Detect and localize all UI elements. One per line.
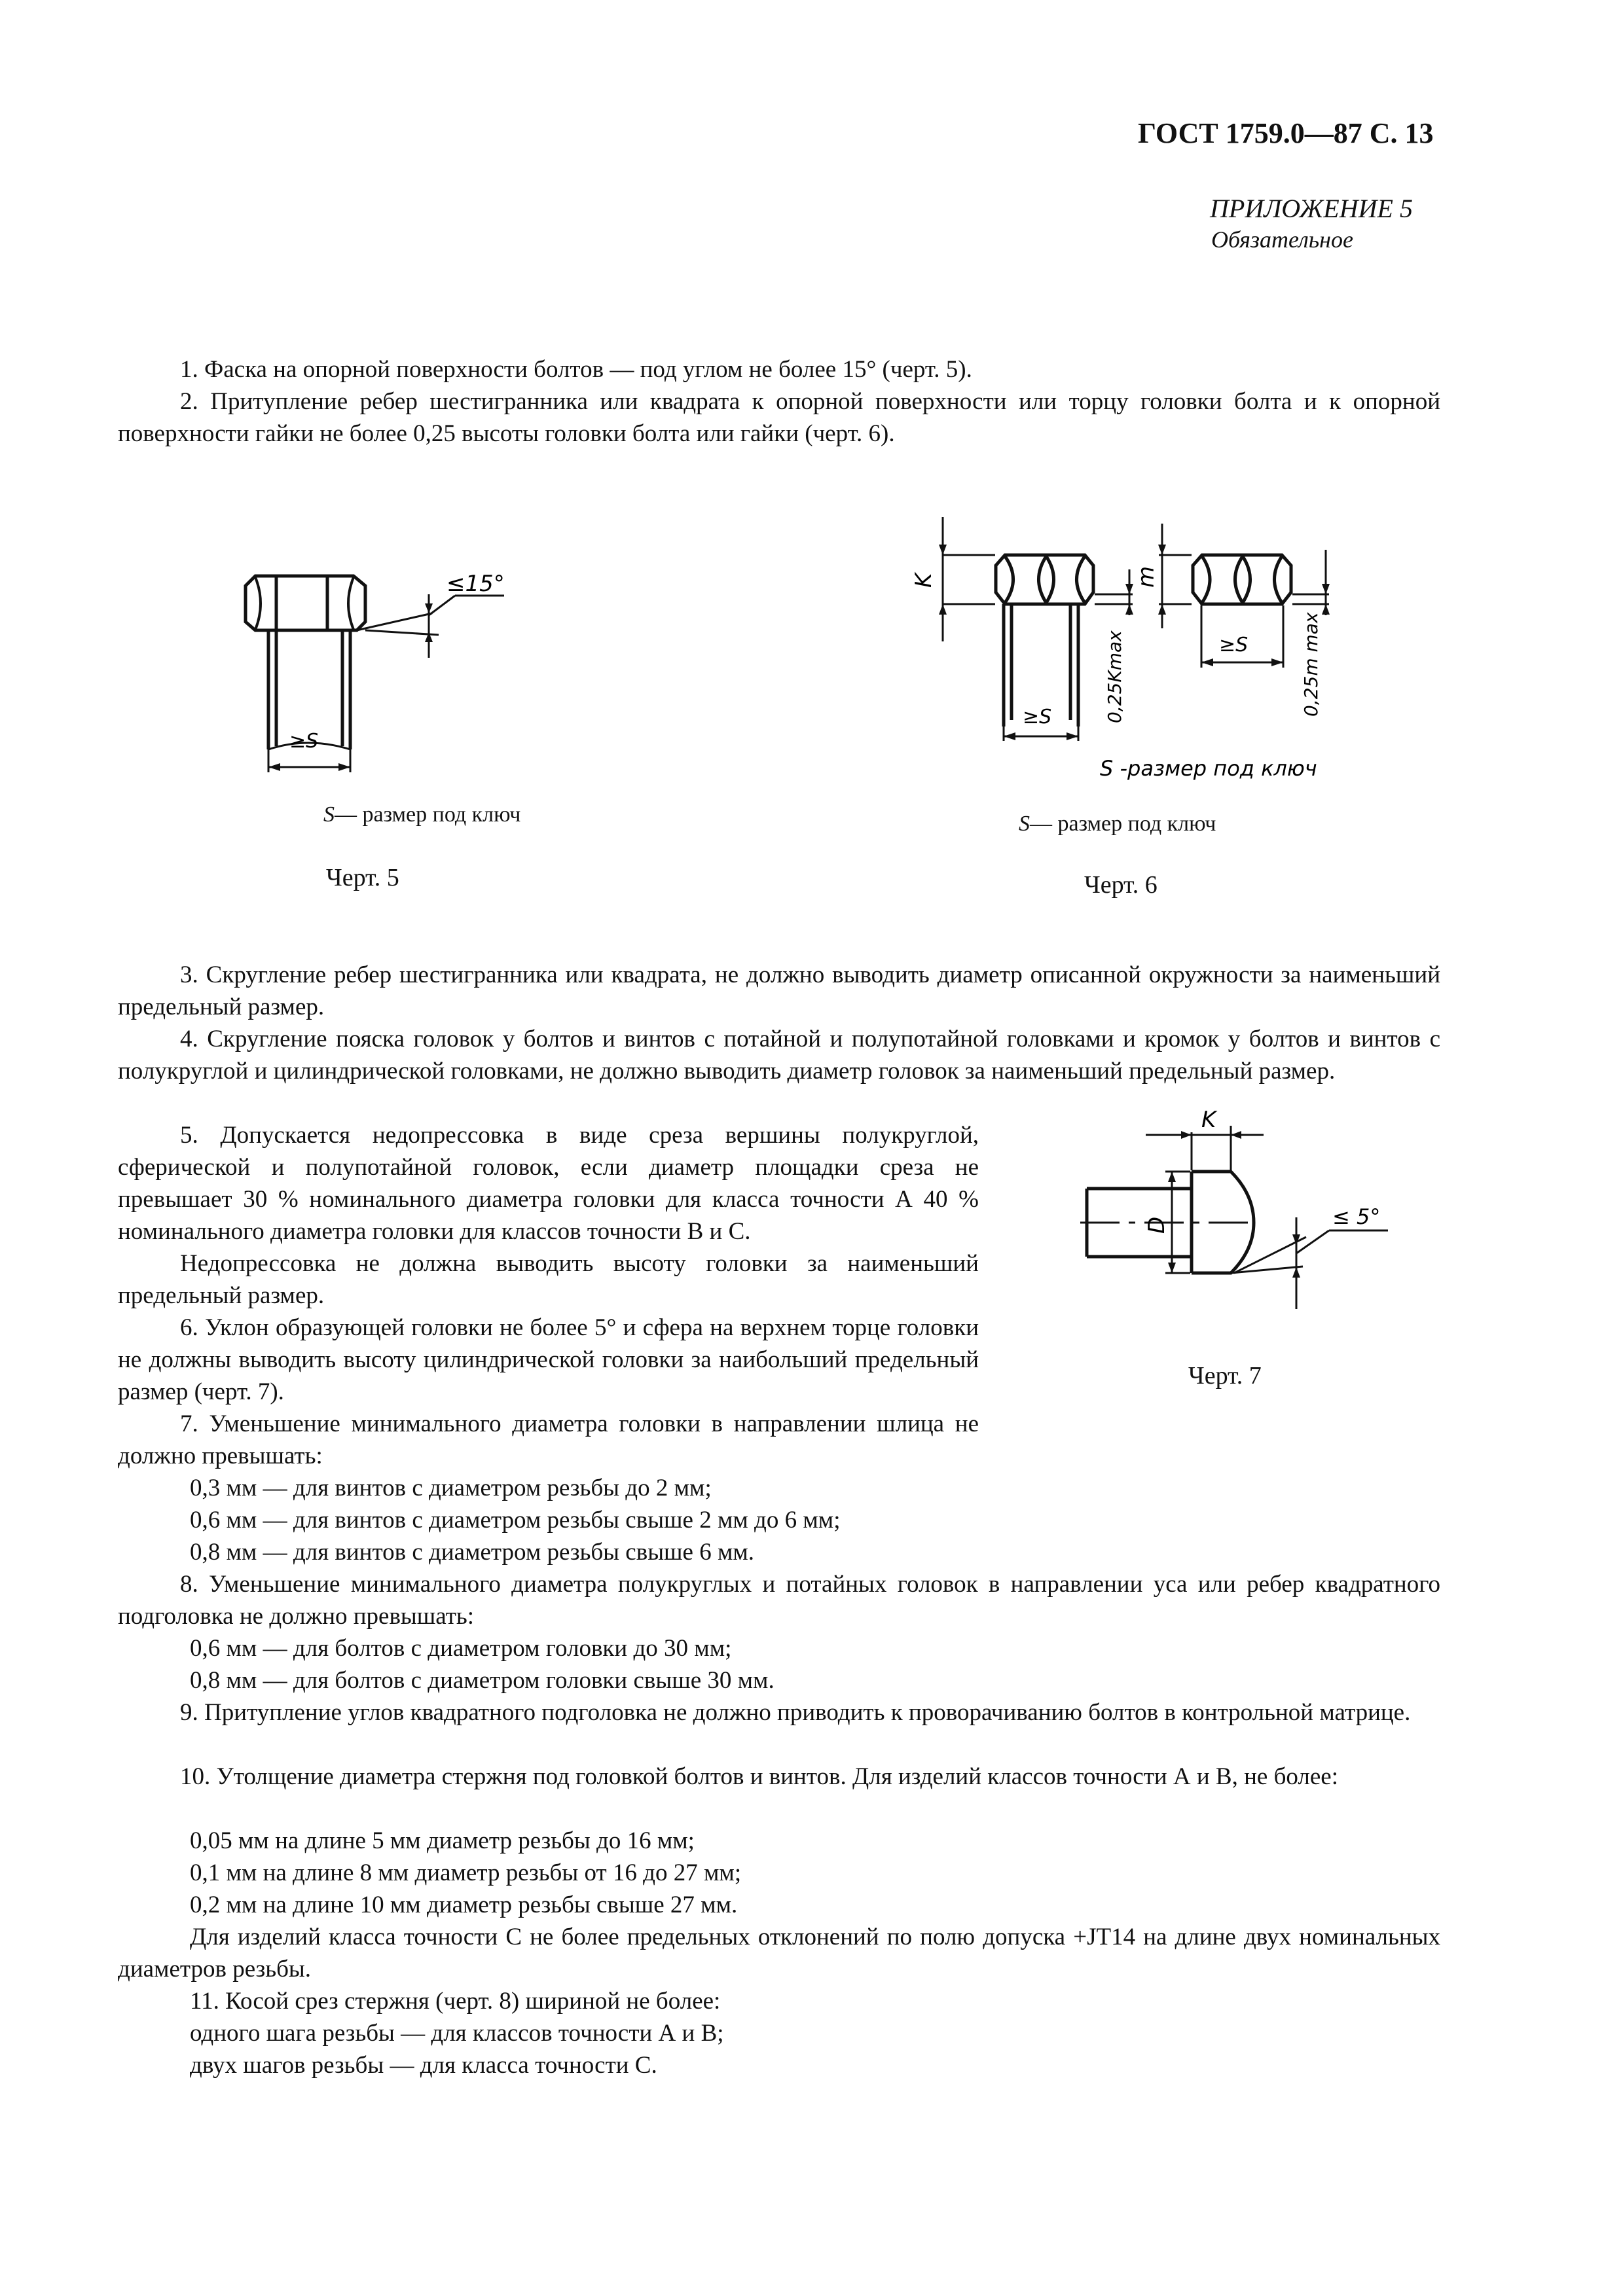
paragraph-5b: Недопрессовка не должна выводить высоту головки за наименьший предельный размер. [118, 1250, 979, 1309]
fig7-d-label: D [1144, 1216, 1170, 1234]
fig5-caption-text: — размер под ключ [335, 802, 521, 827]
fig6-s-right-label: ≥S [1219, 634, 1249, 656]
figure-7-title: Черт. 7 [1188, 1362, 1262, 1390]
figure-7-drawing [1080, 1106, 1447, 1322]
fig6-s-left-label: ≥S [1023, 706, 1052, 728]
list10-item-1: 0,05 мм на длине 5 мм диаметр резьбы до 16 мм; [190, 1827, 695, 1854]
fig5-angle-label: ≤15° [447, 571, 505, 597]
fig6-m-label: m [1133, 565, 1159, 588]
fig7-angle-label: ≤ 5° [1332, 1204, 1381, 1229]
list8-item-1: 0,6 мм — для болтов с диаметром головки до 30 мм; [190, 1635, 732, 1662]
list7-item-3: 0,8 мм — для винтов с диаметром резьбы свыше 6 мм. [190, 1539, 755, 1566]
figure-5-title: Черт. 5 [326, 864, 399, 891]
figure-6-caption [1019, 812, 1216, 836]
figure-5-drawing [229, 550, 556, 798]
fig6-mmax-label: 0,25m max [1300, 612, 1322, 717]
paragraph-10: 10. Утолщение диаметра стержня под головкой болтов и винтов. Для изделий классов точности А и В, не более: [180, 1763, 1339, 1790]
figure-6-title: Черт. 6 [1084, 871, 1158, 899]
fig5-s-label: ≥S [289, 730, 319, 753]
list10-item-3: 0,2 мм на длине 10 мм диаметр резьбы свыше 27 мм. [190, 1892, 738, 1918]
page-header: ГОСТ 1759.0—87 С. 13 [1138, 117, 1434, 149]
fig6-handwritten-note: S -размер под ключ [1100, 756, 1317, 781]
list10-item-2: 0,1 мм на длине 8 мм диаметр резьбы от 16 до 27 мм; [190, 1859, 742, 1886]
list7-item-1: 0,3 мм — для винтов с диаметром резьбы до 2 мм; [190, 1475, 712, 1501]
paragraph-6: 6. Уклон образующей головки не более 5° и сфера на верхнем торце головки не должны выводить высоту цилиндрической головки за наибольший предельный размер (черт. 7). [118, 1314, 979, 1405]
paragraph-8: 8. Уменьшение минимального диаметра полукруглых и потайных головок в направлении уса или ребер квадратного подголовка не должно превышать: [118, 1571, 1440, 1630]
paragraph-7: 7. Уменьшение минимального диаметра головки в направлении шлица не должно превышать: [118, 1410, 979, 1469]
fig6-kmax-label: 0,25Kmax [1104, 630, 1125, 723]
fig6-caption-text: — размер под ключ [1030, 812, 1216, 836]
paragraph-4: 4. Скругление пояска головок у болтов и винтов с потайной и полупотайной головками и кромок у болтов и винтов с полукруглой и цилиндрической головками, не должно выводить диаметр головок за наименьший предельный размер. [118, 1026, 1440, 1085]
list11-item-2: двух шагов резьбы — для класса точности С. [190, 2052, 657, 2079]
figure-6-drawing [897, 511, 1421, 785]
list8-item-2: 0,8 мм — для болтов с диаметром головки свыше 30 мм. [190, 1667, 775, 1694]
paragraph-1: 1. Фаска на опорной поверхности болтов — под углом не более 15° (черт. 5). [180, 356, 972, 383]
list11-item-1: одного шага резьбы — для классов точности А и В; [190, 2020, 724, 2047]
fig6-k-label: K [911, 573, 937, 588]
paragraph-5: 5. Допускается недопрессовка в виде среза вершины полукруглой, сферической и полупотайной головок, если диаметр площадки среза не превышает 30 % номинального диаметра головки для класса точности А 40 % номинального диаметра головки для классов точности В и С. [118, 1122, 979, 1245]
paragraph-3: 3. Скругление ребер шестигранника или квадрата, не должно выводить диаметр описанной окружности за наименьший предельный размер. [118, 961, 1440, 1020]
fig7-k-label: K [1201, 1107, 1216, 1133]
paragraph-2: 2. Притупление ребер шестигранника или квадрата к опорной поверхности или торцу головки болта и к опорной поверхности гайки не более 0,25 высоты головки болта или гайки (черт. 6). [118, 388, 1440, 447]
list7-item-2: 0,6 мм — для винтов с диаметром резьбы свыше 2 мм до 6 мм; [190, 1507, 841, 1534]
figure-5-caption [323, 802, 520, 827]
fig5-caption-symbol: S [323, 802, 335, 827]
appendix-status: Обязательное [1211, 226, 1353, 253]
fig6-caption-symbol: S [1019, 812, 1030, 836]
paragraph-9: 9. Притупление углов квадратного подголовка не должно приводить к проворачиванию болтов в контрольной матрице. [180, 1699, 1411, 1726]
paragraph-11: 11. Косой срез стержня (черт. 8) шириной не более: [190, 1988, 721, 2015]
paragraph-10b: Для изделий класса точности С не более предельных отклонений по полю допуска +JT14 на длине двух номинальных диаметров резьбы. [118, 1924, 1440, 1982]
appendix-title: ПРИЛОЖЕНИЕ 5 [1210, 194, 1413, 223]
